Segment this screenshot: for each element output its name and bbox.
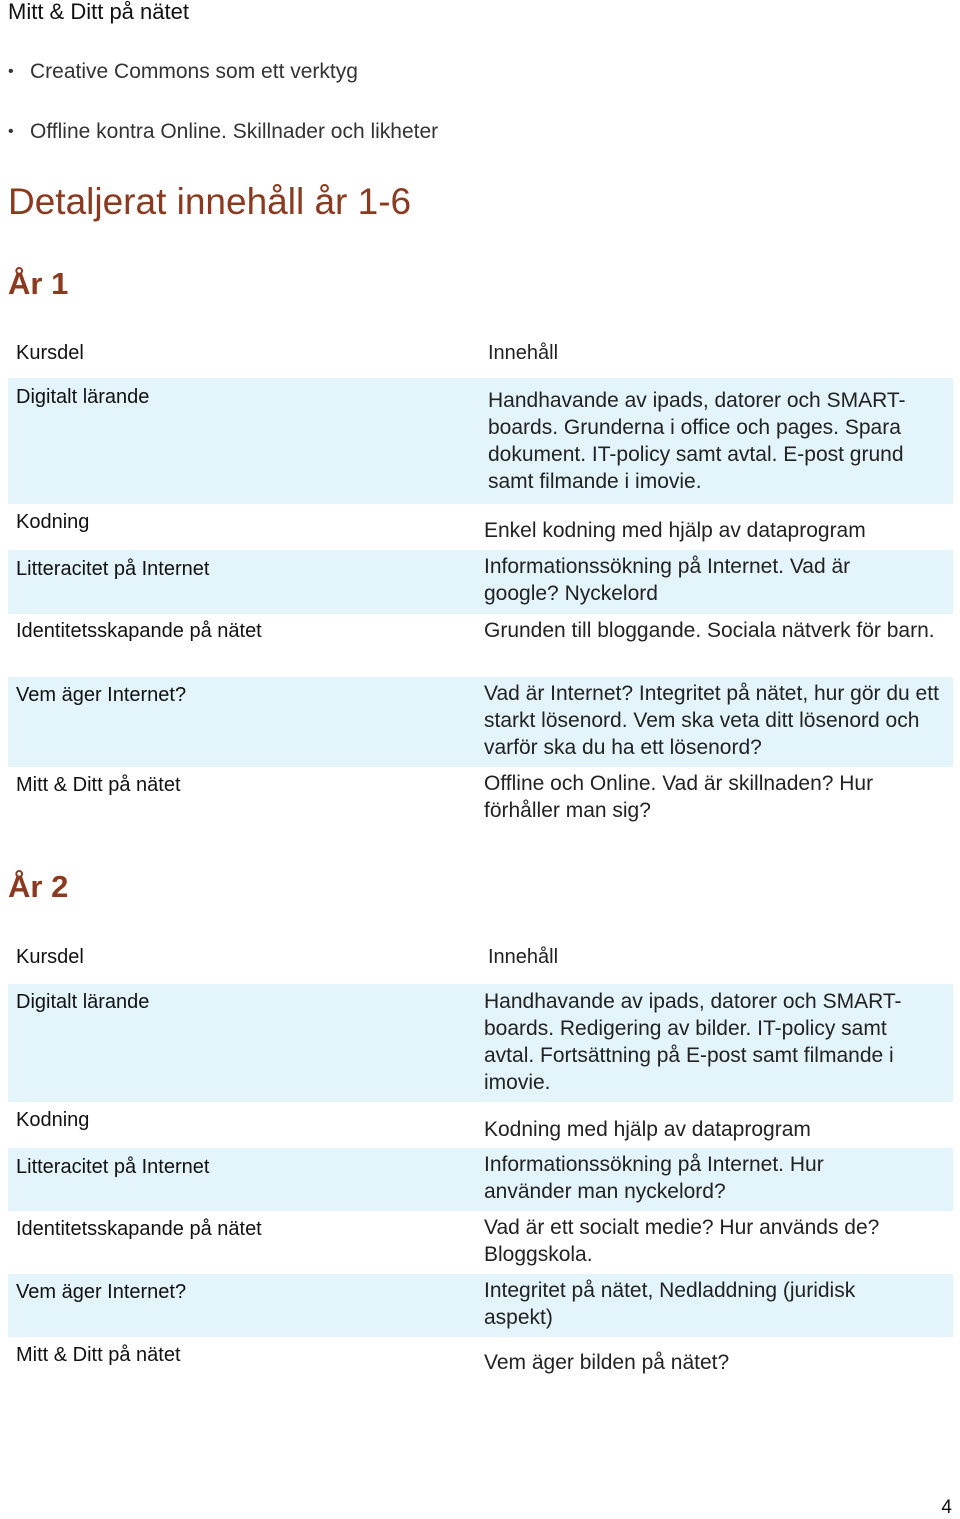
table-row xyxy=(8,1337,953,1397)
course-content: Offline och Online. Vad är skillnaden? Hur förhåller man sig? xyxy=(484,772,874,822)
table-row xyxy=(8,550,953,614)
course-content: Kodning med hjälp av dataprogram xyxy=(484,1118,811,1141)
table-row xyxy=(8,1274,953,1337)
course-content: Handhavande av ipads, datorer och SMART-boards. Redigering av bilder. IT-policy samt avtal. Fortsättning på E-post samt filmande i imovie. xyxy=(484,990,902,1094)
course-content: Grunden till bloggande. Sociala nätverk för barn. xyxy=(484,619,935,642)
course-content: Vem äger bilden på nätet? xyxy=(484,1351,730,1374)
table-row xyxy=(8,614,953,677)
table-row xyxy=(8,504,953,550)
course-part: Kodning xyxy=(16,511,90,533)
year-1-table xyxy=(8,334,953,837)
table-row xyxy=(8,984,953,1102)
table-row xyxy=(8,1211,953,1274)
year-2-heading: År 2 xyxy=(8,869,69,904)
course-part: Identitetsskapande på nätet xyxy=(16,1218,262,1240)
course-part: Digitalt lärande xyxy=(16,991,150,1013)
course-part: Litteracitet på Internet xyxy=(16,1156,210,1178)
header-innehall: Innehåll xyxy=(488,342,559,364)
course-content: Informationssökning på Internet. Hur använder man nyckelord? xyxy=(484,1153,824,1203)
table-header-row xyxy=(8,939,953,984)
header-kursdel: Kursdel xyxy=(16,342,84,364)
course-content: Informationssökning på Internet. Vad är google? Nyckelord xyxy=(484,555,851,605)
bullet-icon: • xyxy=(8,123,14,140)
bullet-list xyxy=(8,56,438,176)
header-kursdel: Kursdel xyxy=(16,946,84,968)
bullet-item xyxy=(8,116,438,148)
course-content: Integritet på nätet, Nedladdning (juridisk aspekt) xyxy=(484,1279,856,1329)
table-row xyxy=(8,677,953,767)
course-content: Vad är Internet? Integritet på nätet, hur gör du ett starkt lösenord. Vem ska veta ditt lösenord och varför ska du ha ett lösenord? xyxy=(484,682,939,759)
year-2-table xyxy=(8,939,953,1397)
bullet-text: Offline kontra Online. Skillnader och likheter xyxy=(30,120,439,143)
course-content: Handhavande av ipads, datorer och SMART-boards. Grunderna i office och pages. Spara dokument. IT-policy samt avtal. E-post grund samt filmande i imovie. xyxy=(488,389,906,493)
course-part: Vem äger Internet? xyxy=(16,1281,187,1303)
document-title: Detaljerat innehåll år 1-6 xyxy=(8,181,412,222)
bullet-text: Creative Commons som ett verktyg xyxy=(30,60,358,83)
course-content: Vad är ett socialt medie? Hur används de? Bloggskola. xyxy=(484,1216,880,1266)
bullet-icon: • xyxy=(8,63,14,80)
table-row xyxy=(8,1102,953,1148)
page-number: 4 xyxy=(941,1497,952,1518)
course-part: Litteracitet på Internet xyxy=(16,558,210,580)
table-row xyxy=(8,1148,953,1211)
course-part: Kodning xyxy=(16,1109,90,1131)
header-innehall: Innehåll xyxy=(488,946,559,968)
year-1-heading: År 1 xyxy=(8,266,69,301)
course-content: Enkel kodning med hjälp av dataprogram xyxy=(484,519,866,542)
table-row xyxy=(8,767,953,837)
course-part: Mitt & Ditt på nätet xyxy=(16,774,181,796)
section-heading-mitt-ditt: Mitt & Ditt på nätet xyxy=(8,0,189,24)
course-part: Mitt & Ditt på nätet xyxy=(16,1344,181,1366)
course-part: Vem äger Internet? xyxy=(16,684,187,706)
table-header-row xyxy=(8,334,953,378)
bullet-item xyxy=(8,56,438,88)
course-part: Identitetsskapande på nätet xyxy=(16,620,262,642)
table-row xyxy=(8,378,953,504)
course-part: Digitalt lärande xyxy=(16,386,150,408)
